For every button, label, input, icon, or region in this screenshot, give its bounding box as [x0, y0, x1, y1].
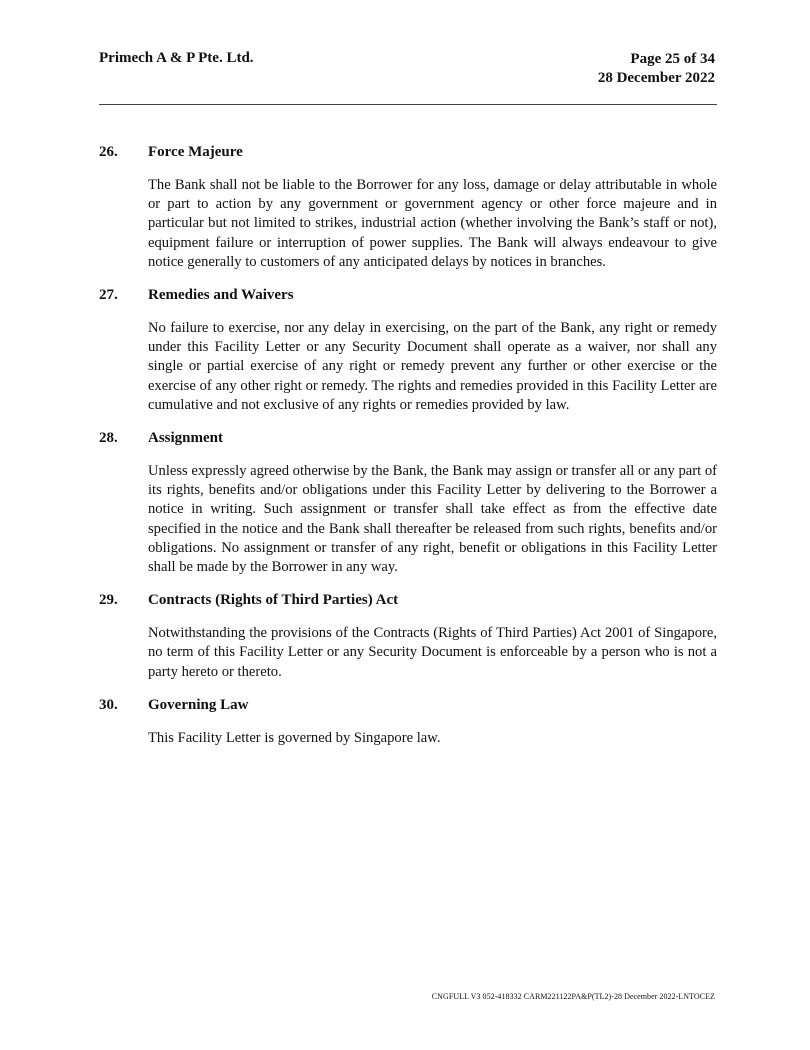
footer-reference: CNGFULL V3 052-418332 CARM221122PA&P(TL2)-28 December 2022-LNTOCEZ [431, 992, 715, 1001]
section-remedies-and-waivers [99, 286, 717, 415]
section-heading [99, 696, 717, 715]
page-header-info [598, 50, 715, 88]
header-divider [99, 104, 717, 105]
section-title: Assignment [148, 430, 224, 447]
section-number: 26. [99, 144, 118, 160]
section-paragraph: This Facility Letter is governed by Singapore law. [148, 729, 441, 746]
section-title: Governing Law [148, 696, 249, 713]
section-paragraph: Unless expressly agreed otherwise by the Bank, the Bank may assign or transfer all or any part of its rights, benefits and/or obligations under this Facility Letter by delivering to the Borrower a notice in writing. Such assignment or transfer shall take effect as from the effective date specified in the notice and the Bank shall thereafter be released from such rights, benefits and/or obligations. No assignment or transfer of any right, benefit or obligations in this Facility Letter shall be made by the Borrower in any way. [148, 463, 717, 576]
section-title: Force Majeure [148, 144, 243, 160]
section-heading [99, 591, 717, 610]
page-number: Page 25 of 34 [630, 51, 715, 67]
document-date: 28 December 2022 [597, 70, 715, 86]
section-heading [99, 429, 717, 448]
section-title: Contracts (Rights of Third Parties) Act [148, 592, 399, 609]
section-number: 30. [99, 696, 118, 713]
section-paragraph: No failure to exercise, nor any delay in exercising, on the part of the Bank, any right or remedy under this Facility Letter or any Security Document shall operate as a waiver, nor shall any single or partial exercise of any right or remedy prevent any further or other exercise or the exercise of any other right or remedy. The rights and remedies provided in this Facility Letter are cumulative and not exclusive of any rights or remedies provided by law. [148, 320, 717, 413]
section-force-majeure [99, 143, 717, 272]
section-title: Remedies and Waivers [148, 287, 294, 304]
section-heading [99, 286, 717, 305]
company-name: Primech A & P Pte. Ltd. [99, 50, 254, 66]
section-number: 27. [99, 287, 118, 304]
section-contracts-third-parties-act [99, 591, 717, 682]
section-governing-law [99, 696, 717, 748]
section-assignment [99, 429, 717, 577]
section-paragraph: The Bank shall not be liable to the Borrower for any loss, damage or delay attributable in whole or part to action by any government or government agency or other force majeure and in particular but not limited to strikes, industrial action (whether involving the Bank’s staff or not), equipment failure or interruption of power supplies. The Bank will always endeavour to give notice generally to customers of any anticipated delays by notices in branches. [148, 177, 717, 270]
section-number: 29. [99, 592, 118, 609]
section-number: 28. [99, 430, 118, 447]
section-paragraph: Notwithstanding the provisions of the Contracts (Rights of Third Parties) Act 2001 of Singapore, no term of this Facility Letter or any Security Document is enforceable by a person who is not a party hereto or thereto. [148, 625, 717, 680]
document-body [99, 143, 717, 762]
section-heading [99, 143, 717, 162]
